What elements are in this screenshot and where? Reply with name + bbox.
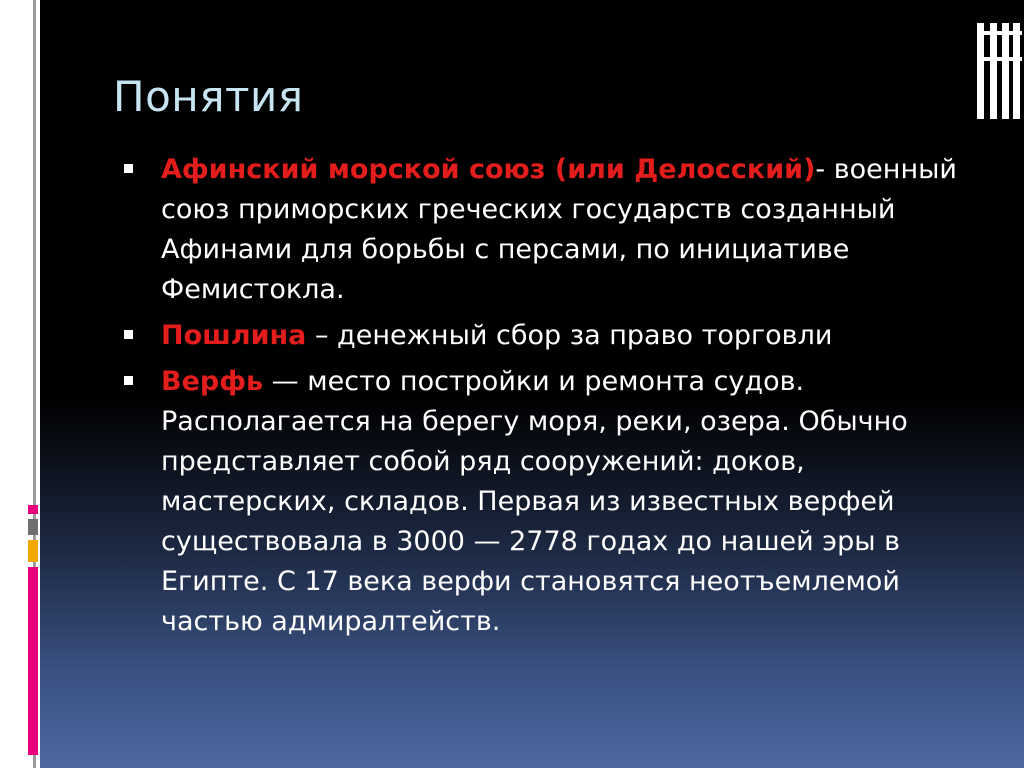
decoration-line — [977, 31, 1022, 35]
concept-term: Верфь — [161, 366, 264, 397]
bullet-square-icon — [124, 376, 133, 385]
concept-item-duty — [124, 316, 984, 356]
decoration-gray-segment — [28, 519, 38, 535]
concept-definition: – денежный сбор за право торговли — [306, 320, 833, 351]
concept-item-athenian-league — [124, 150, 984, 310]
left-color-decoration — [28, 505, 38, 755]
bullet-square-icon — [124, 330, 133, 339]
decoration-bar — [1002, 23, 1009, 119]
concept-term: Пошлина — [161, 320, 307, 351]
concept-definition: - военный союз приморских греческих государств созданный Афинами для борьбы с персами, по инициативе Фемистокла. — [161, 154, 957, 305]
decoration-pink-bar — [28, 567, 38, 755]
decoration-bar — [977, 23, 984, 119]
concept-list — [124, 150, 984, 648]
top-right-decoration — [977, 23, 1022, 119]
bullet-square-icon — [124, 164, 133, 173]
concept-definition: — место постройки и ремонта судов. Располагается на берегу моря, реки, озера. Обычно представляет собой ряд сооружений: доков, мастерских, складов. Первая из известных верфей существовала в 3000 — 2778 годах до нашей эры в Египте. С 17 века верфи становятся неотъемлемой частью адмиралтейств. — [161, 366, 908, 637]
concept-item-shipyard — [124, 362, 984, 642]
decoration-pink-segment — [28, 505, 38, 514]
decoration-line — [977, 57, 1022, 61]
decoration-orange-segment — [28, 540, 38, 562]
concept-term: Афинский морской союз (или Делосский) — [161, 154, 816, 185]
decoration-bar — [990, 23, 997, 119]
slide-title: Понятия — [113, 72, 304, 121]
decoration-bar — [1013, 23, 1020, 119]
